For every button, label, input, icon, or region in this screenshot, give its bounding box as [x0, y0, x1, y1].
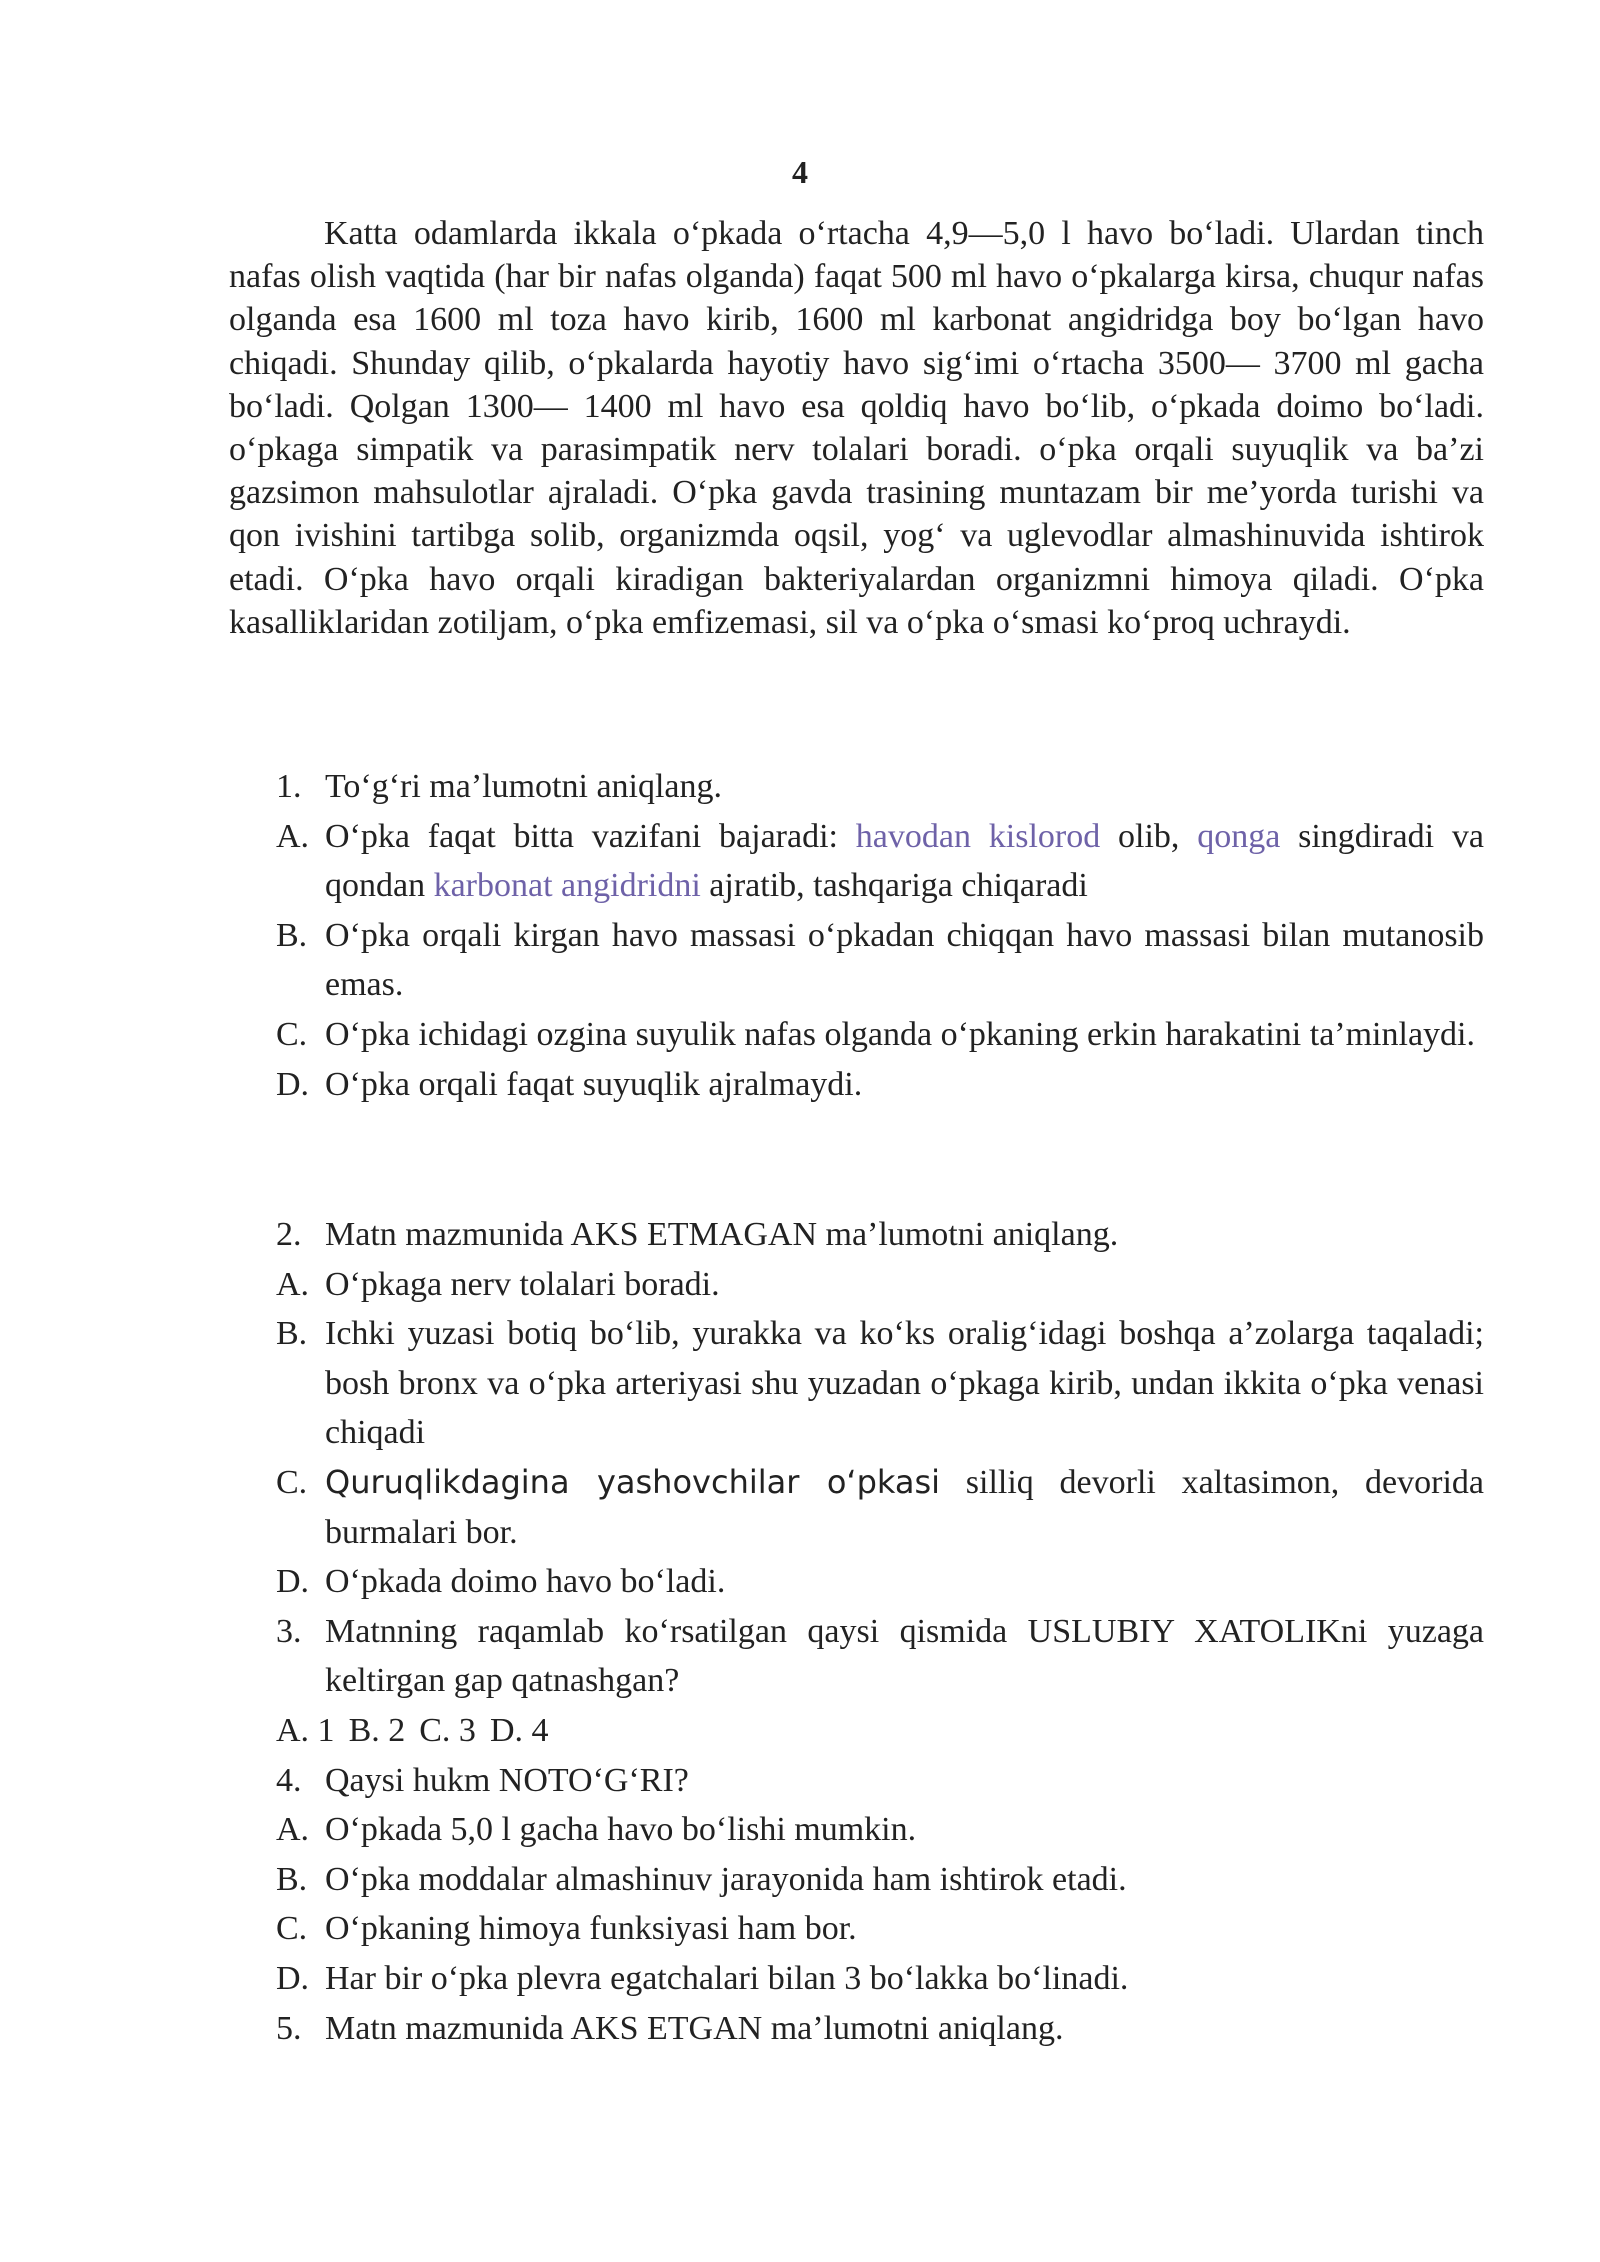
option-letter: B. — [276, 1315, 308, 1353]
option-letter: D. — [276, 1959, 310, 1997]
option-letter: C. — [276, 1015, 308, 1053]
question-text: Matn mazmunida AKS ETMAGAN ma’lumotni aniqlang. — [325, 1216, 1119, 1253]
option-1c — [276, 1010, 1484, 1060]
option-letter: D. — [276, 1065, 310, 1103]
question-4 — [276, 1756, 1484, 1806]
option-text-part: ajratib, tashqariga chiqaradi — [700, 867, 1088, 905]
question-number: 4. — [276, 1761, 302, 1799]
question-number: 2. — [276, 1216, 302, 1253]
option-1b — [276, 911, 1484, 1010]
option-letter: C. — [276, 1463, 308, 1501]
question-text: Matnning raqamlab ko‘rsatilgan qaysi qismida USLUBIY XATOLIKni yuzaga keltirgan gap qatnashgan? — [325, 1612, 1484, 1700]
question-5 — [276, 2004, 1484, 2054]
option-4a — [276, 1805, 1484, 1855]
option-text: O‘pka orqali kirgan havo massasi o‘pkadan chiqqan havo massasi bilan mutanosib emas. — [325, 916, 1484, 1004]
option-2d — [276, 1557, 1484, 1607]
option-text: O‘pkaga nerv tolalari boradi. — [325, 1265, 720, 1303]
option-text-part: O‘pka faqat bitta vazifani bajaradi: — [325, 817, 856, 855]
option-text: O‘pka moddalar almashinuv jarayonida ham ishtirok etadi. — [325, 1860, 1127, 1898]
option-1a — [276, 812, 1484, 911]
option-text-sans: Quruqlikdagina yashovchilar o‘pkasi — [325, 1462, 941, 1501]
option-row-3 — [276, 1706, 1484, 1756]
question-3 — [276, 1607, 1484, 1706]
option-text-part: olib, — [1100, 817, 1198, 855]
question-text: Matn mazmunida AKS ETGAN ma’lumotni aniqlang. — [325, 2009, 1064, 2047]
question-1 — [276, 762, 1484, 812]
option-letter: A. — [276, 1811, 310, 1849]
option-4b — [276, 1855, 1484, 1905]
option-text: O‘pka ichidagi ozgina suyulik nafas olganda o‘pkaning erkin harakatini ta’minlaydi. — [325, 1015, 1475, 1053]
option-text: Ichki yuzasi botiq bo‘lib, yurakka va ko‘ks oralig‘idagi boshqa a’zolarga taqaladi; bosh bronx va o‘pka arteriyasi shu yuzadan o‘pkaga kirib, undan ikkita o‘pka venasi chiqadi — [325, 1315, 1484, 1452]
option-letter: A. — [276, 1265, 310, 1303]
option-text: silliq devorli xaltasimon, devorida burmalari bor. — [325, 1463, 1484, 1551]
question-2 — [276, 1210, 1484, 1260]
question-block-1 — [276, 762, 1484, 1109]
option-2c — [276, 1458, 1484, 1557]
option-letter: B. — [276, 916, 308, 954]
option-letter: B. — [276, 1860, 308, 1898]
option-letter: C. — [276, 1910, 308, 1948]
option-2a — [276, 1260, 1484, 1310]
question-number: 3. — [276, 1612, 302, 1650]
question-text: Qaysi hukm NOTO‘G‘RI? — [325, 1761, 689, 1799]
option-text: O‘pkada doimo havo bo‘ladi. — [325, 1563, 726, 1601]
question-number: 5. — [276, 2009, 302, 2047]
option-4d — [276, 1954, 1484, 2004]
highlighted-text: karbonat angidridni — [433, 867, 701, 905]
option-letter: D. — [276, 1563, 310, 1601]
question-text: To‘g‘ri ma’lumotni aniqlang. — [325, 768, 723, 805]
option-2b — [276, 1309, 1484, 1458]
option-letter: A. — [276, 817, 310, 855]
page-number: 4 — [792, 154, 808, 190]
option-3c: C. 3 — [419, 1711, 476, 1749]
question-number: 1. — [276, 768, 302, 805]
option-3d: D. 4 — [489, 1711, 549, 1749]
option-text: O‘pkada 5,0 l gacha havo bo‘lishi mumkin. — [325, 1811, 917, 1849]
reading-passage: Katta odamlarda ikkala o‘pkada o‘rtacha 4,9—5,0 l havo bo‘ladi. Ulardan tinch nafas olish vaqtida (har bir nafas olganda) faqat 500 ml havo o‘pkalarga kirsa, chuqur nafas olganda esa 1600 ml toza havo kirib, 1600 ml karbonat angidridga boy bo‘lgan havo chiqadi. Shunday qilib, o‘pkalarda hayotiy havo sig‘imi o‘rtacha 3500— 3700 ml gacha bo‘ladi. Qolgan 1300— 1400 ml havo esa qoldiq havo bo‘lib, o‘pkada doimo bo‘ladi. o‘pkaga simpatik va parasimpatik nerv tolalari boradi. o‘pka orqali suyuqlik va ba’zi gazsimon mahsulotlar ajraladi. O‘pka gavda trasining muntazam bir me’yorda turishi va qon ivishini tartibga solib, organizmda oqsil, yog‘ va uglevodlar almashinuvida ishtirok etadi. O‘pka havo orqali kiradigan bakteriyalardan organizmni himoya qiladi. O‘pka kasalliklaridan zotiljam, o‘pka emfizemasi, sil va o‘pka o‘smasi ko‘proq uchraydi. — [229, 215, 1484, 641]
option-3a: A. 1 — [276, 1711, 335, 1749]
option-text: O‘pka orqali faqat suyuqlik ajralmaydi. — [325, 1065, 863, 1103]
option-text-part: singdiradi va qondan — [325, 817, 1484, 905]
highlighted-text: qonga — [1197, 817, 1281, 855]
option-1d — [276, 1060, 1484, 1110]
option-text: O‘pkaning himoya funksiyasi ham bor. — [325, 1910, 857, 1948]
option-text: Har bir o‘pka plevra egatchalari bilan 3 bo‘lakka bo‘linadi. — [325, 1959, 1129, 1997]
option-4c — [276, 1904, 1484, 1954]
question-block-2 — [276, 1210, 1484, 2053]
highlighted-text: havodan kislorod — [855, 817, 1101, 855]
option-3b: B. 2 — [348, 1711, 406, 1749]
